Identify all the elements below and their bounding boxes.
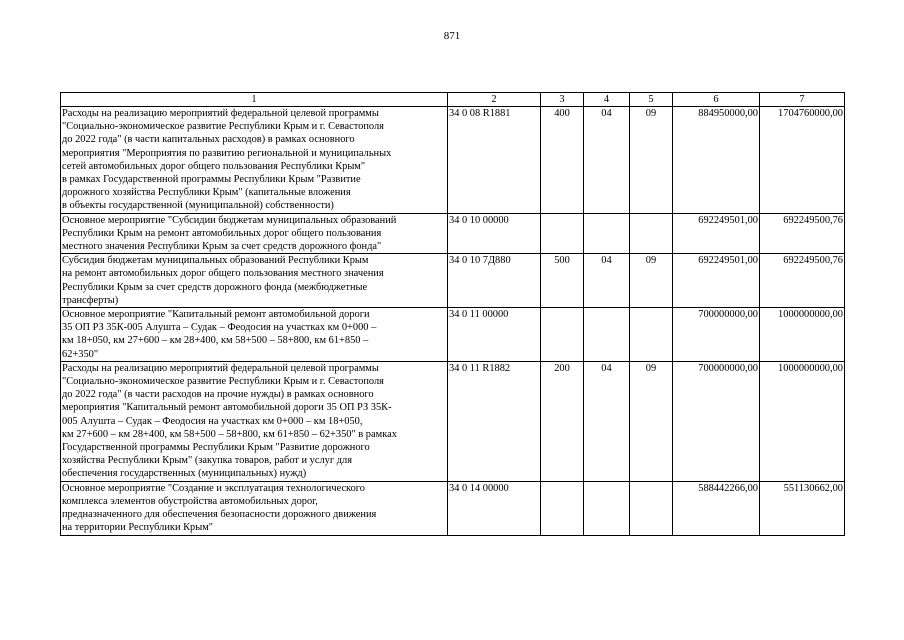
description-line: Расходы на реализацию мероприятий федеральной целевой программы — [62, 108, 379, 119]
row-col-4: 04 — [584, 254, 630, 308]
row-code: 34 0 08 R1881 — [448, 107, 541, 214]
row-code: 34 0 10 00000 — [448, 213, 541, 254]
row-amount-7: 692249500,76 — [760, 254, 845, 308]
row-col-3 — [541, 481, 584, 535]
description-line: мероприятия "Капитальный ремонт автомобильной дороги 35 ОП РЗ 35К- — [62, 402, 392, 414]
row-description — [61, 481, 448, 535]
description-line: км 27+600 – км 28+400, км 58+500 – 58+800, км 61+850 – 62+350" в рамках — [62, 428, 397, 440]
row-amount-7: 1000000000,00 — [760, 308, 845, 362]
row-col-5 — [630, 481, 673, 535]
row-col-4 — [584, 308, 630, 362]
row-col-4: 04 — [584, 361, 630, 481]
description-line: комплекса элементов обустройства автомобильных дорог, — [62, 495, 318, 507]
description-line: 35 ОП РЗ 35К-005 Алушта – Судак – Феодосия на участках км 0+000 – — [62, 322, 377, 334]
description-line: на ремонт автомобильных дорог общего пользования местного значения — [62, 268, 384, 280]
row-amount-7: 1000000000,00 — [760, 361, 845, 481]
description-line: Республики Крым за счет средств дорожного фонда (межбюджетные — [62, 281, 368, 293]
row-amount-7: 1704760000,00 — [760, 107, 845, 214]
row-code: 34 0 11 R1882 — [448, 361, 541, 481]
header-cell-7: 7 — [760, 93, 845, 107]
description-line: предназначенного для обеспечения безопасности дорожного движения — [62, 509, 377, 521]
description-line: км 18+050, км 27+600 – км 28+400, км 58+500 – 58+800, км 61+850 – — [62, 335, 369, 347]
row-col-3: 400 — [541, 107, 584, 214]
row-col-3: 500 — [541, 254, 584, 308]
row-code: 34 0 10 7Д880 — [448, 254, 541, 308]
description-line: Расходы на реализацию мероприятий федеральной целевой программы — [62, 362, 379, 374]
row-col-4: 04 — [584, 107, 630, 214]
description-line: Основное мероприятие "Субсидии бюджетам муниципальных образований — [62, 214, 397, 226]
row-description — [61, 107, 448, 214]
row-amount-6: 700000000,00 — [673, 308, 760, 362]
header-cell-5: 5 — [630, 93, 673, 107]
description-line: обеспечения государственных (муниципальных) нужд) — [62, 468, 307, 480]
header-cell-4: 4 — [584, 93, 630, 107]
row-col-3 — [541, 213, 584, 254]
row-description — [61, 308, 448, 362]
budget-table — [60, 92, 845, 536]
description-line: "Социально-экономическое развитие Республики Крым и г. Севастополя — [62, 376, 384, 388]
row-col-3: 200 — [541, 361, 584, 481]
row-amount-6: 692249501,00 — [673, 213, 760, 254]
description-line: мероприятия "Мероприятия по развитию региональной и муниципальных — [62, 147, 392, 159]
header-cell-6: 6 — [673, 93, 760, 107]
row-amount-6: 884950000,00 — [673, 107, 760, 214]
header-cell-2: 2 — [448, 93, 541, 107]
description-line: Республики Крым на ремонт автомобильных дорог общего пользования — [62, 227, 382, 239]
row-col-4 — [584, 481, 630, 535]
table-row — [61, 308, 845, 362]
header-cell-1: 1 — [61, 93, 448, 107]
row-description — [61, 361, 448, 481]
row-col-5: 09 — [630, 254, 673, 308]
table-row — [61, 361, 845, 481]
description-line: до 2022 года" (в части капитальных расходов) в рамках основного — [62, 134, 355, 146]
description-line: на территории Республики Крым" — [62, 522, 214, 534]
description-line: сетей автомобильных дорог общего пользования Республики Крым" — [62, 160, 366, 172]
description-line: трансферты) — [62, 294, 119, 306]
row-amount-6: 588442266,00 — [673, 481, 760, 535]
table-row — [61, 481, 845, 535]
row-code: 34 0 14 00000 — [448, 481, 541, 535]
row-code: 34 0 11 00000 — [448, 308, 541, 362]
description-line: Субсидия бюджетам муниципальных образований Республики Крым — [62, 255, 369, 267]
table-row — [61, 213, 845, 254]
row-col-5 — [630, 213, 673, 254]
description-line: до 2022 года" (в части расходов на прочие нужды) в рамках основного — [62, 389, 374, 401]
row-amount-7: 692249500,76 — [760, 213, 845, 254]
row-col-5: 09 — [630, 361, 673, 481]
row-col-4 — [584, 213, 630, 254]
header-cell-3: 3 — [541, 93, 584, 107]
row-description — [61, 213, 448, 254]
row-amount-7: 551130662,00 — [760, 481, 845, 535]
row-col-5: 09 — [630, 107, 673, 214]
page-number: 871 — [443, 30, 461, 42]
description-line: хозяйства Республики Крым" (закупка товаров, работ и услуг для — [62, 455, 352, 467]
description-line: "Социально-экономическое развитие Республики Крым и г. Севастополя — [62, 121, 384, 133]
table-row — [61, 254, 845, 308]
description-line: Основное мероприятие "Капитальный ремонт автомобильной дороги — [62, 309, 370, 321]
description-line: 62+350" — [62, 348, 99, 360]
description-line: Основное мероприятие "Создание и эксплуатация технологического — [62, 482, 365, 494]
row-col-3 — [541, 308, 584, 362]
row-col-5 — [630, 308, 673, 362]
row-amount-6: 700000000,00 — [673, 361, 760, 481]
description-line: дорожного хозяйства Республики Крым" (капитальные вложения — [62, 187, 351, 199]
description-line: в рамках Государственной программы Республики Крым "Развитие — [62, 174, 361, 186]
row-description — [61, 254, 448, 308]
description-line: Государственной программы Республики Крым "Развитие дорожного — [62, 442, 370, 454]
description-line: 005 Алушта – Судак – Феодосия на участках км 0+000 – км 18+050, — [62, 415, 363, 427]
description-line: в объекты государственной (муниципальной) собственности) — [62, 200, 334, 212]
header-row — [61, 93, 845, 107]
description-line: местного значения Республики Крым за счет средств дорожного фонда" — [62, 241, 382, 253]
table-row — [61, 107, 845, 214]
row-amount-6: 692249501,00 — [673, 254, 760, 308]
